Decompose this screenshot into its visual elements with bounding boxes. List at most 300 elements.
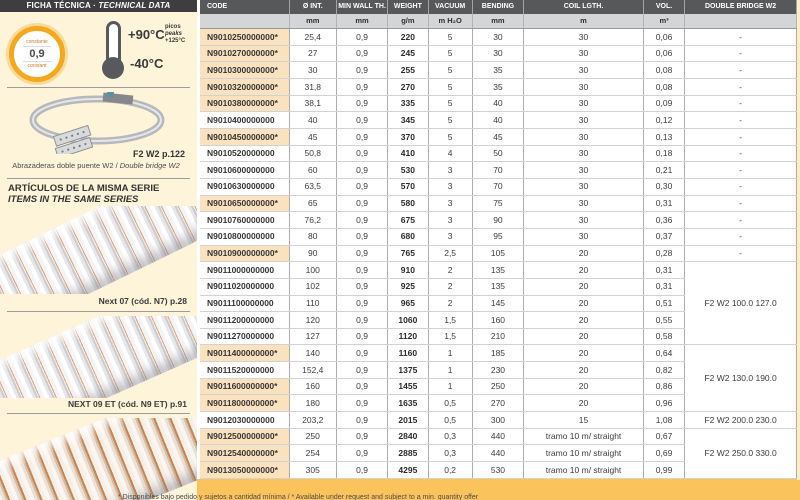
- value-cell: 0,09: [643, 95, 684, 112]
- table-row: [199, 262, 797, 279]
- value-cell: 38,1: [289, 95, 336, 112]
- hose-image-bottom: [0, 418, 197, 500]
- value-cell: 76,2: [289, 212, 336, 229]
- same-series-heading-es: ARTÍCULOS DE LA MISMA SERIE: [8, 183, 160, 194]
- value-cell: 20: [524, 395, 644, 412]
- badge-divider: [23, 46, 51, 47]
- sidebar: [0, 0, 197, 500]
- value-cell: 105: [472, 245, 523, 262]
- value-cell: 152,4: [289, 362, 336, 379]
- value-cell: 160: [472, 312, 523, 329]
- double-bridge-cell: -: [685, 78, 797, 95]
- value-cell: 31,8: [289, 78, 336, 95]
- column-header: Ø INT.: [289, 0, 336, 14]
- code-cell: N9011020000000: [199, 278, 290, 295]
- value-cell: 3: [428, 178, 472, 195]
- peaks-label-es: picos: [165, 24, 181, 30]
- value-cell: 0,9: [336, 462, 387, 479]
- value-cell: 0,55: [643, 312, 684, 329]
- value-cell: 20: [524, 362, 644, 379]
- code-cell: N9010600000000: [199, 162, 290, 179]
- sidebar-divider: [7, 311, 190, 312]
- value-cell: 5: [428, 78, 472, 95]
- value-cell: 0,9: [336, 445, 387, 462]
- value-cell: 680: [388, 228, 428, 245]
- value-cell: 1060: [388, 312, 428, 329]
- value-cell: 345: [388, 112, 428, 129]
- value-cell: 675: [388, 212, 428, 229]
- value-cell: 0,9: [336, 62, 387, 79]
- series-item-label: Next 07 (cód. N7) p.28: [98, 296, 187, 306]
- table-row: [199, 62, 797, 79]
- value-cell: 1455: [388, 378, 428, 395]
- value-cell: 40: [472, 95, 523, 112]
- value-cell: 0,2: [428, 462, 472, 479]
- value-cell: 0,9: [336, 178, 387, 195]
- value-cell: 0,9: [336, 312, 387, 329]
- value-cell: 440: [472, 428, 523, 445]
- value-cell: 30: [524, 228, 644, 245]
- value-cell: 0,9: [336, 195, 387, 212]
- code-cell: N9011000000000: [199, 262, 290, 279]
- code-cell: N9012500000000*: [199, 428, 290, 445]
- value-cell: 30: [524, 162, 644, 179]
- value-cell: 250: [472, 378, 523, 395]
- double-bridge-cell: -: [685, 245, 797, 262]
- code-cell: N9012540000000*: [199, 445, 290, 462]
- value-cell: 140: [289, 345, 336, 362]
- value-cell: 27: [289, 45, 336, 62]
- value-cell: 120: [289, 312, 336, 329]
- value-cell: 180: [289, 395, 336, 412]
- peaks-label-en: peaks: [165, 31, 183, 37]
- value-cell: 0,9: [336, 162, 387, 179]
- value-cell: 35: [472, 78, 523, 95]
- value-cell: 135: [472, 262, 523, 279]
- column-header: COIL LGTH.: [524, 0, 644, 14]
- value-cell: 30: [524, 45, 644, 62]
- value-cell: 410: [388, 145, 428, 162]
- value-cell: 203,2: [289, 412, 336, 429]
- peaks-value: +125°C: [165, 38, 186, 44]
- value-cell: 0,9: [336, 295, 387, 312]
- value-cell: 40: [289, 112, 336, 129]
- badge-value: 0,9: [29, 48, 45, 60]
- value-cell: 5: [428, 95, 472, 112]
- value-cell: 30: [472, 29, 523, 46]
- table-row: [199, 178, 797, 195]
- value-cell: 45: [472, 128, 523, 145]
- code-cell: N9010320000000*: [199, 78, 290, 95]
- value-cell: 230: [472, 362, 523, 379]
- value-cell: 80: [289, 228, 336, 245]
- value-cell: 30: [289, 62, 336, 79]
- column-units: mm: [336, 14, 387, 29]
- clamp-caption-en: Double bridge W2: [119, 161, 180, 170]
- value-cell: 2,5: [428, 245, 472, 262]
- code-cell: N9011100000000: [199, 295, 290, 312]
- code-cell: N9010800000000: [199, 228, 290, 245]
- table-row: [199, 212, 797, 229]
- value-cell: 95: [472, 228, 523, 245]
- value-cell: 300: [472, 412, 523, 429]
- value-cell: 0,9: [336, 29, 387, 46]
- value-cell: 925: [388, 278, 428, 295]
- badge-label-en: constant: [27, 63, 47, 69]
- value-cell: 20: [524, 245, 644, 262]
- value-cell: 0,3: [428, 445, 472, 462]
- value-cell: 50: [472, 145, 523, 162]
- value-cell: 1: [428, 362, 472, 379]
- table-row: [199, 412, 797, 429]
- value-cell: 270: [388, 78, 428, 95]
- value-cell: 0,9: [336, 212, 387, 229]
- value-cell: 0,31: [643, 262, 684, 279]
- clamp-caption-es: Abrazaderas doble puente W2 /: [12, 161, 120, 170]
- column-header: WEIGHT: [388, 0, 428, 14]
- value-cell: 20: [524, 312, 644, 329]
- value-cell: 30: [524, 62, 644, 79]
- footnote: * Disponibles bajo pedido y sujetos a cantidad mínima / * Available under request and subject to a min. quantity offer: [118, 494, 479, 500]
- value-cell: 30: [524, 128, 644, 145]
- value-cell: 2: [428, 295, 472, 312]
- constant-value-badge: [9, 26, 65, 82]
- value-cell: 30: [524, 178, 644, 195]
- value-cell: 530: [388, 162, 428, 179]
- value-cell: 0,37: [643, 228, 684, 245]
- value-cell: 70: [472, 162, 523, 179]
- value-cell: 245: [388, 45, 428, 62]
- code-cell: N9011400000000*: [199, 345, 290, 362]
- double-bridge-cell: F2 W2 130.0 190.0: [685, 345, 797, 412]
- table-row: [199, 29, 797, 46]
- column-units: mm: [472, 14, 523, 29]
- value-cell: 2: [428, 262, 472, 279]
- value-cell: 0,9: [336, 328, 387, 345]
- value-cell: 5: [428, 128, 472, 145]
- code-cell: N9010400000000: [199, 112, 290, 129]
- column-units: m H₂O: [428, 14, 472, 29]
- value-cell: 0,36: [643, 212, 684, 229]
- same-series-heading: [8, 183, 159, 205]
- table-row: [199, 128, 797, 145]
- value-cell: 965: [388, 295, 428, 312]
- value-cell: 0,31: [643, 195, 684, 212]
- value-cell: 2: [428, 278, 472, 295]
- value-cell: 0,51: [643, 295, 684, 312]
- value-cell: 0,69: [643, 445, 684, 462]
- spec-table-wrapper: [197, 0, 797, 479]
- page-title: [0, 0, 197, 12]
- value-cell: 0,08: [643, 78, 684, 95]
- value-cell: 0,9: [336, 245, 387, 262]
- value-cell: 45: [289, 128, 336, 145]
- hose-tube: [0, 418, 197, 500]
- value-cell: 580: [388, 195, 428, 212]
- value-cell: 30: [524, 195, 644, 212]
- sidebar-divider: [7, 413, 190, 414]
- value-cell: 910: [388, 262, 428, 279]
- value-cell: 270: [472, 395, 523, 412]
- value-cell: 30: [524, 145, 644, 162]
- clamp-reference: F2 W2 p.122: [132, 149, 185, 159]
- value-cell: 70: [472, 178, 523, 195]
- code-cell: N9010250000000*: [199, 29, 290, 46]
- value-cell: 0,30: [643, 178, 684, 195]
- code-cell: N9011800000000*: [199, 395, 290, 412]
- value-cell: 75: [472, 195, 523, 212]
- page-title-en: TECHNICAL DATA: [98, 1, 171, 10]
- value-cell: 20: [524, 262, 644, 279]
- column-header: CODE: [199, 0, 290, 14]
- value-cell: 0,9: [336, 378, 387, 395]
- column-header: VACUUM: [428, 0, 472, 14]
- value-cell: 20: [524, 278, 644, 295]
- value-cell: 0,5: [428, 395, 472, 412]
- value-cell: 5: [428, 29, 472, 46]
- value-cell: 0,9: [336, 128, 387, 145]
- value-cell: 0,08: [643, 62, 684, 79]
- double-bridge-cell: -: [685, 162, 797, 179]
- value-cell: 3: [428, 195, 472, 212]
- double-bridge-cell: -: [685, 212, 797, 229]
- value-cell: tramo 10 m/ straight: [524, 445, 644, 462]
- hose-tube: [0, 206, 197, 294]
- temperature-max: +90°C: [128, 27, 165, 42]
- table-row: [199, 345, 797, 362]
- value-cell: 30: [524, 212, 644, 229]
- double-bridge-cell: -: [685, 45, 797, 62]
- value-cell: 30: [524, 78, 644, 95]
- value-cell: 90: [289, 245, 336, 262]
- value-cell: 254: [289, 445, 336, 462]
- value-cell: 250: [289, 428, 336, 445]
- value-cell: 220: [388, 29, 428, 46]
- double-bridge-cell: -: [685, 62, 797, 79]
- value-cell: 100: [289, 262, 336, 279]
- code-cell: N9010270000000*: [199, 45, 290, 62]
- table-row: [199, 228, 797, 245]
- table-row: [199, 428, 797, 445]
- double-bridge-cell: -: [685, 145, 797, 162]
- value-cell: 5: [428, 62, 472, 79]
- value-cell: 20: [524, 328, 644, 345]
- value-cell: 0,9: [336, 262, 387, 279]
- double-bridge-cell: -: [685, 178, 797, 195]
- value-cell: 20: [524, 378, 644, 395]
- code-cell: N9012030000000: [199, 412, 290, 429]
- value-cell: 30: [472, 45, 523, 62]
- value-cell: 0,9: [336, 345, 387, 362]
- value-cell: tramo 10 m/ straight: [524, 428, 644, 445]
- value-cell: 0,9: [336, 228, 387, 245]
- clamp-caption: [0, 161, 192, 170]
- column-units: [685, 14, 797, 29]
- value-cell: 30: [524, 95, 644, 112]
- value-cell: 0,06: [643, 29, 684, 46]
- value-cell: 0,96: [643, 395, 684, 412]
- value-cell: 0,18: [643, 145, 684, 162]
- value-cell: 5: [428, 45, 472, 62]
- value-cell: 160: [289, 378, 336, 395]
- value-cell: 0,5: [428, 412, 472, 429]
- value-cell: 3: [428, 228, 472, 245]
- double-bridge-cell: F2 W2 250.0 330.0: [685, 428, 797, 478]
- value-cell: tramo 10 m/ straight: [524, 462, 644, 479]
- value-cell: 0,9: [336, 412, 387, 429]
- value-cell: 25,4: [289, 29, 336, 46]
- value-cell: 0,12: [643, 112, 684, 129]
- code-cell: N9010450000000*: [199, 128, 290, 145]
- table-row: [199, 112, 797, 129]
- temperature-peaks: [165, 24, 185, 45]
- code-cell: N9010900000000*: [199, 245, 290, 262]
- value-cell: 0,28: [643, 245, 684, 262]
- value-cell: 0,9: [336, 428, 387, 445]
- table-row: [199, 78, 797, 95]
- column-header: BENDING: [472, 0, 523, 14]
- temperature-min: -40°C: [130, 56, 164, 71]
- thermometer-bulb: [102, 57, 124, 79]
- column-units: mm: [289, 14, 336, 29]
- double-bridge-clamp-image: [15, 92, 180, 154]
- value-cell: 3: [428, 212, 472, 229]
- column-units: m: [524, 14, 644, 29]
- value-cell: 0,31: [643, 278, 684, 295]
- value-cell: 440: [472, 445, 523, 462]
- value-cell: 0,3: [428, 428, 472, 445]
- value-cell: 20: [524, 295, 644, 312]
- column-units: g/m: [388, 14, 428, 29]
- value-cell: 102: [289, 278, 336, 295]
- value-cell: 3: [428, 162, 472, 179]
- column-units: [199, 14, 290, 29]
- value-cell: 0,9: [336, 112, 387, 129]
- value-cell: 0,67: [643, 428, 684, 445]
- value-cell: 4: [428, 145, 472, 162]
- value-cell: 0,9: [336, 395, 387, 412]
- double-bridge-cell: F2 W2 100.0 127.0: [685, 262, 797, 345]
- value-cell: 145: [472, 295, 523, 312]
- value-cell: 63,5: [289, 178, 336, 195]
- value-cell: 0,64: [643, 345, 684, 362]
- value-cell: 60: [289, 162, 336, 179]
- value-cell: 110: [289, 295, 336, 312]
- spec-table: [197, 0, 797, 479]
- hose-image-next09et: [0, 316, 197, 398]
- table-row: [199, 245, 797, 262]
- value-cell: 2885: [388, 445, 428, 462]
- double-bridge-cell: -: [685, 29, 797, 46]
- column-units: m³: [643, 14, 684, 29]
- value-cell: 0,21: [643, 162, 684, 179]
- value-cell: 305: [289, 462, 336, 479]
- value-cell: 210: [472, 328, 523, 345]
- value-cell: 5: [428, 112, 472, 129]
- value-cell: 1160: [388, 345, 428, 362]
- sidebar-divider: [7, 178, 190, 179]
- value-cell: 370: [388, 128, 428, 145]
- value-cell: 0,9: [336, 278, 387, 295]
- value-cell: 65: [289, 195, 336, 212]
- value-cell: 50,8: [289, 145, 336, 162]
- value-cell: 4295: [388, 462, 428, 479]
- column-header: VOL.: [643, 0, 684, 14]
- code-cell: N9010650000000*: [199, 195, 290, 212]
- hose-tube: [0, 316, 197, 398]
- value-cell: 335: [388, 95, 428, 112]
- code-cell: N9010380000000*: [199, 95, 290, 112]
- value-cell: 2840: [388, 428, 428, 445]
- value-cell: 20: [524, 345, 644, 362]
- same-series-heading-en: ITEMS IN THE SAME SERIES: [8, 194, 139, 205]
- column-header: MIN WALL TH.: [336, 0, 387, 14]
- code-cell: N9011600000000*: [199, 378, 290, 395]
- value-cell: 0,99: [643, 462, 684, 479]
- table-row: [199, 95, 797, 112]
- code-cell: N9013050000000*: [199, 462, 290, 479]
- table-row: [199, 195, 797, 212]
- value-cell: 765: [388, 245, 428, 262]
- value-cell: 1,5: [428, 328, 472, 345]
- value-cell: 0,9: [336, 145, 387, 162]
- value-cell: 1375: [388, 362, 428, 379]
- value-cell: 15: [524, 412, 644, 429]
- value-cell: 1: [428, 345, 472, 362]
- value-cell: 0,06: [643, 45, 684, 62]
- value-cell: 1,5: [428, 312, 472, 329]
- code-cell: N9011270000000: [199, 328, 290, 345]
- value-cell: 0,86: [643, 378, 684, 395]
- table-row: [199, 145, 797, 162]
- code-cell: N9010520000000: [199, 145, 290, 162]
- badge-label-es: constante: [26, 39, 48, 45]
- value-cell: 185: [472, 345, 523, 362]
- value-cell: 255: [388, 62, 428, 79]
- double-bridge-cell: -: [685, 128, 797, 145]
- double-bridge-cell: -: [685, 95, 797, 112]
- value-cell: 570: [388, 178, 428, 195]
- double-bridge-cell: F2 W2 200.0 230.0: [685, 412, 797, 429]
- thermometer-icon: [101, 21, 125, 79]
- code-cell: N9010300000000*: [199, 62, 290, 79]
- value-cell: 1,08: [643, 412, 684, 429]
- double-bridge-cell: -: [685, 228, 797, 245]
- value-cell: 0,9: [336, 45, 387, 62]
- table-row: [199, 162, 797, 179]
- code-cell: N9010630000000: [199, 178, 290, 195]
- value-cell: 35: [472, 62, 523, 79]
- value-cell: 30: [524, 29, 644, 46]
- value-cell: 1635: [388, 395, 428, 412]
- code-cell: N9010760000000: [199, 212, 290, 229]
- value-cell: 127: [289, 328, 336, 345]
- value-cell: 135: [472, 278, 523, 295]
- value-cell: 0,82: [643, 362, 684, 379]
- value-cell: 0,9: [336, 78, 387, 95]
- code-cell: N9011200000000: [199, 312, 290, 329]
- value-cell: 90: [472, 212, 523, 229]
- value-cell: 0,9: [336, 362, 387, 379]
- double-bridge-cell: -: [685, 112, 797, 129]
- value-cell: 0,9: [336, 95, 387, 112]
- value-cell: 2015: [388, 412, 428, 429]
- sidebar-divider: [7, 87, 190, 88]
- table-row: [199, 45, 797, 62]
- value-cell: 0,13: [643, 128, 684, 145]
- hose-image-next07: [0, 206, 197, 294]
- value-cell: 1120: [388, 328, 428, 345]
